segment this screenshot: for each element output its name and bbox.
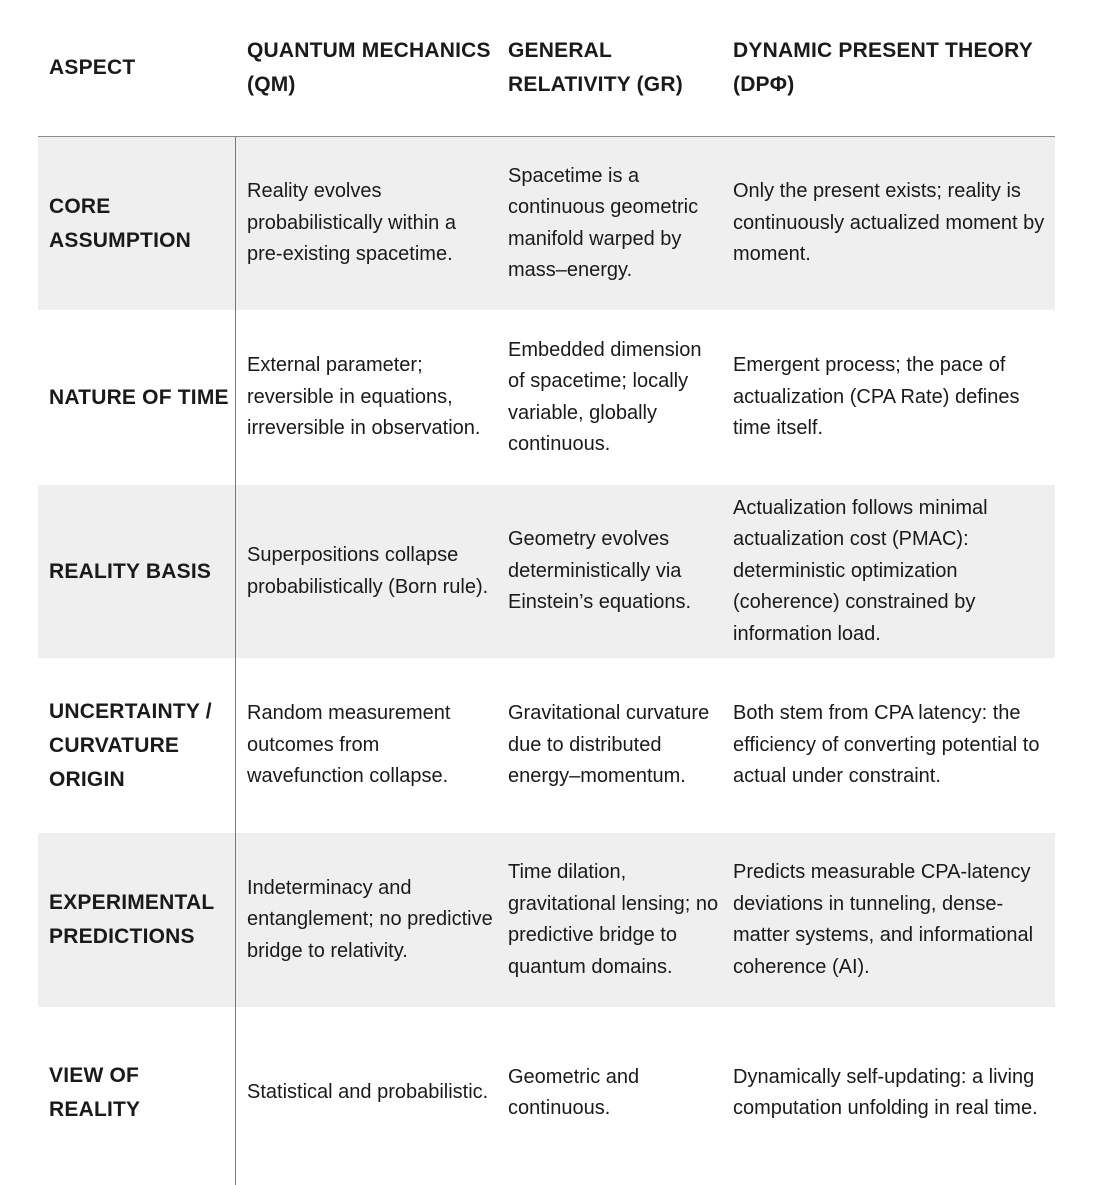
aspect-cell: EXPERIMENTAL PREDICTIONS — [49, 891, 214, 948]
qm-cell: Indeterminacy and entanglement; no predictive bridge to relativity. — [247, 876, 493, 962]
aspect-cell: REALITY BASIS — [49, 559, 212, 583]
table-row — [38, 137, 1055, 310]
qm-cell: Superpositions collapse probabilistically (Born rule). — [247, 544, 489, 598]
aspect-cell: UNCERTAINTY / CURVATURE ORIGIN — [49, 699, 212, 791]
header-general-relativity: GENERAL RELATIVITY (GR) — [508, 39, 683, 96]
gr-cell: Time dilation, gravitational lensing; no predictive bridge to quantum domains. — [508, 861, 719, 978]
gr-cell: Geometric and continuous. — [508, 1065, 640, 1119]
header-aspect: ASPECT — [49, 56, 136, 79]
table-row — [38, 310, 1055, 485]
table-row — [38, 485, 1055, 658]
qm-cell: Random measurement outcomes from wavefunction collapse. — [247, 702, 451, 788]
dp-cell: Dynamically self-updating: a living computation unfolding in real time. — [733, 1065, 1038, 1119]
header-divider — [38, 136, 1055, 137]
header-dynamic-present-theory: DYNAMIC PRESENT THEORY (DPΦ) — [733, 39, 1033, 96]
aspect-cell: CORE ASSUMPTION — [49, 194, 192, 252]
dp-cell: Both stem from CPA latency: the efficiency of converting potential to actual under constraint. — [733, 702, 1040, 788]
aspect-cell: NATURE OF TIME — [49, 385, 229, 409]
gr-cell: Embedded dimension of spacetime; locally variable, globally continuous. — [508, 338, 702, 455]
gr-cell: Gravitational curvature due to distributed energy–momentum. — [508, 702, 710, 788]
aspect-cell: VIEW OF REALITY — [49, 1064, 141, 1121]
qm-cell: External parameter; reversible in equations, irreversible in observation. — [247, 354, 481, 440]
comparison-table — [38, 0, 1055, 1185]
table-row — [38, 833, 1055, 1007]
qm-cell: Statistical and probabilistic. — [247, 1081, 489, 1104]
header-quantum-mechanics: QUANTUM MECHANICS (QM) — [247, 39, 491, 96]
dp-cell: Actualization follows minimal actualization cost (PMAC): deterministic optimization (coherence) constrained by information load. — [733, 496, 988, 645]
column-divider — [235, 137, 236, 1185]
qm-cell: Reality evolves probabilistically within a pre-existing spacetime. — [247, 180, 456, 266]
gr-cell: Spacetime is a continuous geometric manifold warped by mass–energy. — [508, 164, 699, 281]
dp-cell: Only the present exists; reality is continuously actualized moment by moment. — [733, 180, 1045, 266]
dp-cell: Predicts measurable CPA-latency deviations in tunneling, dense-matter systems, and informational coherence (AI). — [733, 861, 1034, 978]
table-row — [38, 1007, 1055, 1179]
gr-cell: Geometry evolves deterministically via Einstein’s equations. — [508, 528, 692, 614]
table-row — [38, 658, 1055, 833]
dp-cell: Emergent process; the pace of actualization (CPA Rate) defines time itself. — [733, 354, 1020, 440]
